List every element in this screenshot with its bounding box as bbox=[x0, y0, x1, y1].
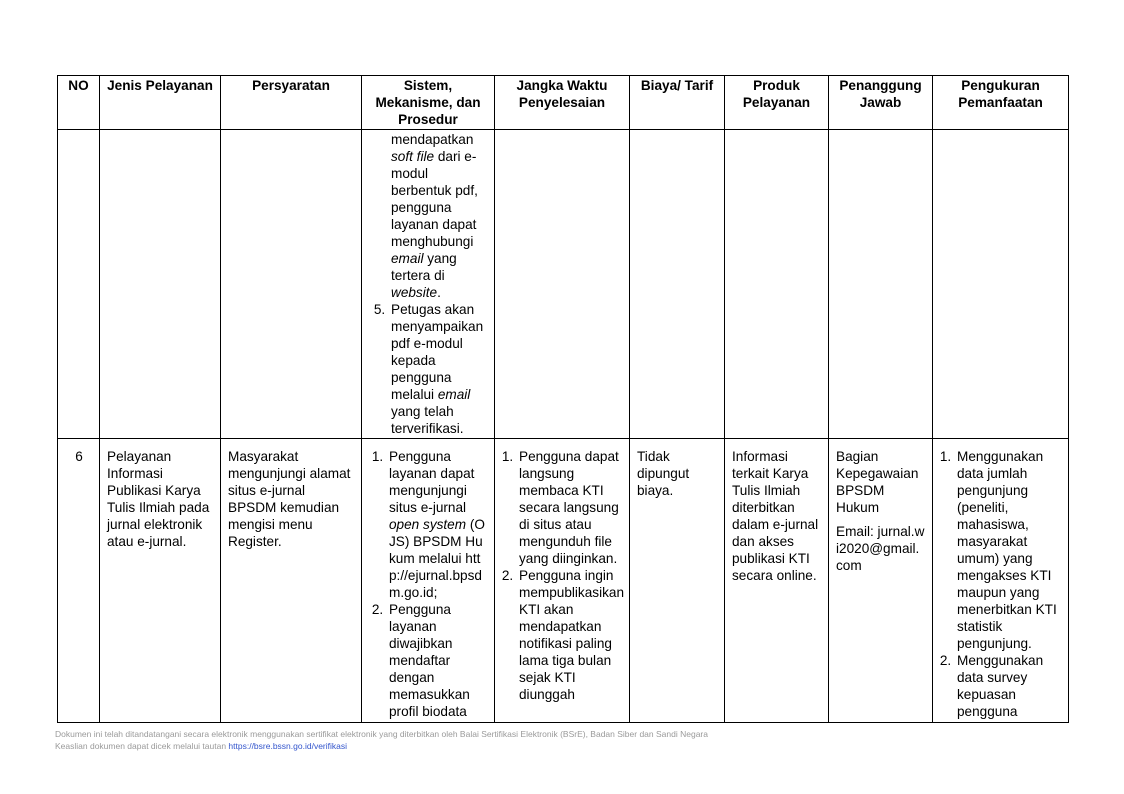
cell-pengukuran bbox=[933, 439, 1069, 723]
sistem-list-item5 bbox=[369, 301, 488, 437]
header-jenis-pelayanan: Jenis Pelayanan bbox=[100, 76, 221, 130]
cell-jenis-pelayanan: Pelayanan Informasi Publikasi Karya Tulis Ilmiah pada jurnal elektronik atau e-jurnal. bbox=[100, 439, 221, 723]
cell-produk: Informasi terkait Karya Tulis Ilmiah diterbitkan dalam e-jurnal dan akses publikasi KTI secara online. bbox=[725, 439, 829, 723]
cell-persyaratan: Masyarakat mengunjungi alamat situs e-jurnal BPSDM kemudian mengisi menu Register. bbox=[221, 439, 362, 723]
header-pengukuran: Pengukuran Pemanfaatan bbox=[933, 76, 1069, 130]
list-item: 5. Petugas akan menyampaikan pdf e-modul kepada pengguna melalui email yang telah terverifikasi. bbox=[389, 301, 488, 437]
cell-pengukuran-empty bbox=[933, 130, 1069, 439]
table-row bbox=[58, 439, 1069, 723]
cell-biaya-empty bbox=[630, 130, 725, 439]
cell-no: 6 bbox=[58, 439, 100, 723]
signature-footer bbox=[55, 728, 708, 752]
list-item: 2. Menggunakan data survey kepuasan pengguna bbox=[955, 652, 1062, 720]
cell-penanggung-jawab bbox=[829, 439, 933, 723]
penanggung-text: Bagian Kepegawaian BPSDM Hukum bbox=[836, 449, 919, 515]
header-biaya: Biaya/ Tarif bbox=[630, 76, 725, 130]
header-produk: Produk Pelayanan bbox=[725, 76, 829, 130]
cell-produk-empty bbox=[725, 130, 829, 439]
service-table bbox=[57, 75, 1069, 723]
sistem-list-continued bbox=[369, 131, 488, 301]
list-item: mendapatkan soft file dari e-modul berbentuk pdf, pengguna layanan dapat menghubungi email yang tertera di website. bbox=[391, 132, 478, 300]
cell-persyaratan-empty bbox=[221, 130, 362, 439]
sistem-list bbox=[369, 448, 488, 720]
verification-link[interactable]: https://bsre.bssn.go.id/verifikasi bbox=[228, 741, 348, 751]
cell-jenis-empty bbox=[100, 130, 221, 439]
header-no: NO bbox=[58, 76, 100, 130]
cell-jangka-empty bbox=[495, 130, 630, 439]
cell-sistem-continued bbox=[362, 130, 495, 439]
pengukuran-list bbox=[937, 448, 1062, 720]
cell-sistem bbox=[362, 439, 495, 723]
list-item: 1. Menggunakan data jumlah pengunjung (peneliti, mahasiswa, masyarakat umum) yang mengakses KTI maupun yang menerbitkan KTI statistik pengunjung. bbox=[955, 448, 1062, 652]
footer-line-1: Dokumen ini telah ditandatangani secara elektronik menggunakan sertifikat elektronik yang diterbitkan oleh Balai Sertifikasi Elektronik (BSrE), Badan Siber dan Sandi Negara bbox=[55, 729, 708, 739]
cell-jangka-waktu bbox=[495, 439, 630, 723]
list-item: 1. Pengguna layanan dapat mengunjungi situs e-jurnal open system (OJS) BPSDM Hukum melalui http://ejurnal.bpsdm.go.id; bbox=[387, 448, 488, 601]
email-text: Email: jurnal.wi2020@gmail.com bbox=[836, 524, 925, 573]
table-row bbox=[58, 130, 1069, 439]
header-row bbox=[58, 76, 1069, 130]
cell-biaya: Tidak dipungut biaya. bbox=[630, 439, 725, 723]
list-item: 2. Pengguna layanan diwajibkan mendaftar dengan memasukkan profil biodata bbox=[387, 601, 488, 720]
footer-line-2: Keaslian dokumen dapat dicek melalui tautan https://bsre.bssn.go.id/verifikasi bbox=[55, 741, 348, 751]
cell-no-empty bbox=[58, 130, 100, 439]
header-persyaratan: Persyaratan bbox=[221, 76, 362, 130]
jangka-list bbox=[499, 448, 623, 703]
list-item: 2. Pengguna ingin mempublikasikan KTI akan mendapatkan notifikasi paling lama tiga bulan sejak KTI diunggah bbox=[517, 567, 623, 703]
header-penanggung-jawab: Penanggung Jawab bbox=[829, 76, 933, 130]
header-jangka-waktu: Jangka Waktu Penyelesaian bbox=[495, 76, 630, 130]
list-item: 1. Pengguna dapat langsung membaca KTI secara langsung di situs atau mengunduh file yang diinginkan. bbox=[517, 448, 623, 567]
header-sistem: Sistem, Mekanisme, dan Prosedur bbox=[362, 76, 495, 130]
cell-penanggung-empty bbox=[829, 130, 933, 439]
